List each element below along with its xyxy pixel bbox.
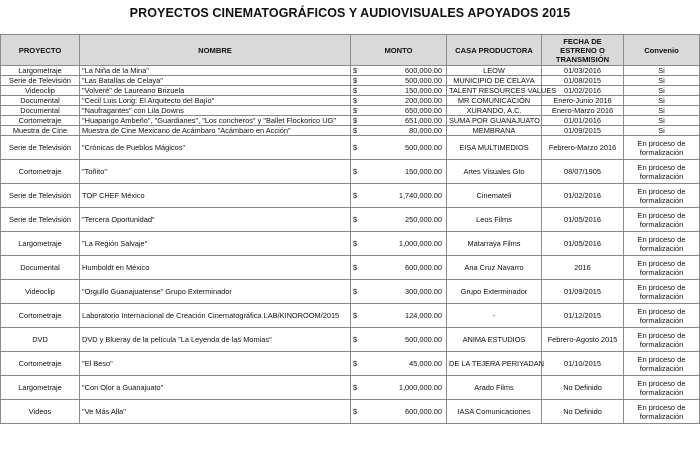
cell-currency: $ <box>351 232 363 256</box>
cell-proyecto: Videos <box>1 400 80 424</box>
cell-casa-productora: MEMBRANA <box>447 126 542 136</box>
cell-proyecto: Muestra de Cine <box>1 126 80 136</box>
cell-currency: $ <box>351 76 363 86</box>
cell-currency: $ <box>351 66 363 76</box>
cell-monto: 500,000.00 <box>363 76 447 86</box>
cell-fecha: 01/03/2016 <box>542 66 624 76</box>
cell-fecha: 01/12/2015 <box>542 304 624 328</box>
cell-nombre: "La Región Salvaje" <box>80 232 351 256</box>
table-row <box>1 136 700 160</box>
cell-convenio: En proceso de formalización <box>624 328 700 352</box>
cell-fecha: 2016 <box>542 256 624 280</box>
cell-currency: $ <box>351 184 363 208</box>
cell-casa-productora: SUMA POR GUANAJUATO <box>447 116 542 126</box>
cell-proyecto: Cortometraje <box>1 116 80 126</box>
cell-nombre: "El Beso" <box>80 352 351 376</box>
cell-convenio: En proceso de formalización <box>624 400 700 424</box>
cell-monto: 1,000,000.00 <box>363 232 447 256</box>
cell-currency: $ <box>351 328 363 352</box>
cell-fecha: 01/08/2015 <box>542 76 624 86</box>
header-nombre: NOMBRE <box>80 35 351 66</box>
cell-casa-productora: Artes Visuales Gto <box>447 160 542 184</box>
cell-convenio: En proceso de formalización <box>624 232 700 256</box>
cell-proyecto: Videoclip <box>1 86 80 96</box>
cell-convenio: Si <box>624 76 700 86</box>
table-row <box>1 160 700 184</box>
cell-currency: $ <box>351 304 363 328</box>
cell-proyecto: Largometraje <box>1 232 80 256</box>
cell-fecha: Enero-Marzo 2016 <box>542 106 624 116</box>
cell-proyecto: Cortometraje <box>1 160 80 184</box>
table-row <box>1 328 700 352</box>
cell-fecha: 01/05/2016 <box>542 232 624 256</box>
cell-monto: 200,000.00 <box>363 96 447 106</box>
cell-casa-productora: LEOW <box>447 66 542 76</box>
cell-casa-productora: DE LA TEJERA PERIYADAN <box>447 352 542 376</box>
cell-nombre: "Toñito" <box>80 160 351 184</box>
cell-currency: $ <box>351 376 363 400</box>
cell-proyecto: DVD <box>1 328 80 352</box>
table-row <box>1 184 700 208</box>
cell-casa-productora: Grupo Exterminador <box>447 280 542 304</box>
cell-currency: $ <box>351 86 363 96</box>
cell-nombre: "Tercera Oportunidad" <box>80 208 351 232</box>
cell-casa-productora: IASA Comunicaciones <box>447 400 542 424</box>
cell-casa-productora: XURANDO, A.C. <box>447 106 542 116</box>
table-row <box>1 352 700 376</box>
cell-nombre: "La Niña de la Mina" <box>80 66 351 76</box>
cell-monto: 1,000,000.00 <box>363 376 447 400</box>
cell-fecha: 01/05/2016 <box>542 208 624 232</box>
cell-casa-productora: MR COMUNICACIÓN <box>447 96 542 106</box>
cell-fecha: 01/09/2015 <box>542 280 624 304</box>
cell-monto: 80,000.00 <box>363 126 447 136</box>
cell-casa-productora: ANIMA ESTUDIOS <box>447 328 542 352</box>
cell-casa-productora: Matarraya Films <box>447 232 542 256</box>
cell-fecha: Febrero-Marzo 2016 <box>542 136 624 160</box>
cell-proyecto: Serie de Televisión <box>1 136 80 160</box>
table-row <box>1 96 700 106</box>
cell-proyecto: Largometraje <box>1 376 80 400</box>
cell-currency: $ <box>351 208 363 232</box>
cell-monto: 651,000.00 <box>363 116 447 126</box>
cell-nombre: Laboratorio Internacional de Creación Cinematográfica LAB/KINOROOM/2015 <box>80 304 351 328</box>
cell-monto: 250,000.00 <box>363 208 447 232</box>
cell-fecha: 01/01/2016 <box>542 116 624 126</box>
cell-nombre: Muestra de Cine Mexicano de Acámbaro "Acámbaro en Acción" <box>80 126 351 136</box>
cell-convenio: En proceso de formalización <box>624 256 700 280</box>
cell-proyecto: Cortometraje <box>1 304 80 328</box>
table-row <box>1 376 700 400</box>
cell-convenio: En proceso de formalización <box>624 304 700 328</box>
cell-nombre: "Las Batallas de Celaya" <box>80 76 351 86</box>
header-casa-productora: CASA PRODUCTORA <box>447 35 542 66</box>
cell-monto: 650,000.00 <box>363 106 447 116</box>
table-row <box>1 86 700 96</box>
cell-fecha: 01/02/2016 <box>542 86 624 96</box>
cell-proyecto: Documental <box>1 256 80 280</box>
cell-nombre: DVD y Blueray de la película "La Leyenda de las Momias" <box>80 328 351 352</box>
cell-monto: 124,000.00 <box>363 304 447 328</box>
table-body <box>1 66 700 424</box>
cell-convenio: Si <box>624 96 700 106</box>
table-row <box>1 106 700 116</box>
header-proyecto: PROYECTO <box>1 35 80 66</box>
table-row <box>1 256 700 280</box>
cell-proyecto: Serie de Televisión <box>1 208 80 232</box>
cell-proyecto: Serie de Televisión <box>1 76 80 86</box>
projects-table <box>0 34 700 424</box>
table-row <box>1 208 700 232</box>
cell-proyecto: Documental <box>1 96 80 106</box>
cell-monto: 1,740,000.00 <box>363 184 447 208</box>
cell-convenio: En proceso de formalización <box>624 208 700 232</box>
cell-nombre: "Ve Más Alla" <box>80 400 351 424</box>
cell-casa-productora: Leos Films <box>447 208 542 232</box>
table-row <box>1 66 700 76</box>
cell-monto: 150,000.00 <box>363 160 447 184</box>
cell-nombre: "Huapango Ambeño", "Guardianes", "Los concheros" y "Ballet Flockorico UG" <box>80 116 351 126</box>
cell-currency: $ <box>351 126 363 136</box>
header-monto: MONTO <box>351 35 447 66</box>
cell-convenio: Si <box>624 126 700 136</box>
cell-fecha: 01/09/2015 <box>542 126 624 136</box>
cell-nombre: TOP CHEF México <box>80 184 351 208</box>
cell-monto: 300,000.00 <box>363 280 447 304</box>
cell-fecha: 08/07/1905 <box>542 160 624 184</box>
cell-convenio: En proceso de formalización <box>624 376 700 400</box>
cell-nombre: "Cecil Luis Long: El Arquitecto del Bajío" <box>80 96 351 106</box>
cell-monto: 45,000.00 <box>363 352 447 376</box>
cell-nombre: "Con Olor a Guanajuato" <box>80 376 351 400</box>
cell-monto: 500,000.00 <box>363 328 447 352</box>
cell-fecha: Enero-Junio 2016 <box>542 96 624 106</box>
cell-nombre: "Orgullo Guanajuatense" Grupo Exterminador <box>80 280 351 304</box>
cell-convenio: En proceso de formalización <box>624 352 700 376</box>
page-title: PROYECTOS CINEMATOGRÁFICOS Y AUDIOVISUALES APOYADOS 2015 <box>129 6 571 20</box>
table-header-row <box>1 35 700 66</box>
cell-casa-productora: - <box>447 304 542 328</box>
cell-monto: 600,000.00 <box>363 400 447 424</box>
cell-currency: $ <box>351 136 363 160</box>
cell-fecha: 01/10/2015 <box>542 352 624 376</box>
cell-currency: $ <box>351 400 363 424</box>
cell-proyecto: Cortometraje <box>1 352 80 376</box>
cell-currency: $ <box>351 96 363 106</box>
cell-proyecto: Serie de Televisión <box>1 184 80 208</box>
table-row <box>1 400 700 424</box>
cell-currency: $ <box>351 352 363 376</box>
cell-monto: 600,000.00 <box>363 66 447 76</box>
cell-monto: 600,000.00 <box>363 256 447 280</box>
cell-currency: $ <box>351 116 363 126</box>
cell-convenio: En proceso de formalización <box>624 184 700 208</box>
cell-nombre: "Crónicas de Pueblos Mágicos" <box>80 136 351 160</box>
cell-fecha: Febrero-Agosto 2015 <box>542 328 624 352</box>
cell-casa-productora: EISA MULTIMEDIOS <box>447 136 542 160</box>
cell-convenio: Si <box>624 116 700 126</box>
cell-convenio: Si <box>624 66 700 76</box>
cell-currency: $ <box>351 160 363 184</box>
header-fecha-estreno: FECHA DE ESTRENO O TRANSMISIÓN <box>542 35 624 66</box>
cell-convenio: En proceso de formalización <box>624 280 700 304</box>
table-row <box>1 304 700 328</box>
cell-proyecto: Documental <box>1 106 80 116</box>
table-row <box>1 76 700 86</box>
cell-nombre: "Naufragantes" con Lila Downs <box>80 106 351 116</box>
cell-convenio: Si <box>624 106 700 116</box>
cell-monto: 150,000.00 <box>363 86 447 96</box>
cell-casa-productora: Cinemateli <box>447 184 542 208</box>
cell-nombre: Humboldt en México <box>80 256 351 280</box>
cell-casa-productora: TALENT RESOURCES VALUES <box>447 86 542 96</box>
cell-convenio: En proceso de formalización <box>624 160 700 184</box>
table-row <box>1 232 700 256</box>
cell-convenio: Si <box>624 86 700 96</box>
table-row <box>1 280 700 304</box>
table-row <box>1 116 700 126</box>
cell-currency: $ <box>351 280 363 304</box>
cell-casa-productora: Ana Cruz Navarro <box>447 256 542 280</box>
cell-convenio: En proceso de formalización <box>624 136 700 160</box>
cell-casa-productora: MUNICIPIO DE CELAYA <box>447 76 542 86</box>
cell-proyecto: Videoclip <box>1 280 80 304</box>
header-convenio: Convenio <box>624 35 700 66</box>
cell-currency: $ <box>351 106 363 116</box>
cell-proyecto: Largometraje <box>1 66 80 76</box>
cell-fecha: 01/02/2016 <box>542 184 624 208</box>
cell-currency: $ <box>351 256 363 280</box>
cell-fecha: No Definido <box>542 400 624 424</box>
cell-monto: 500,000.00 <box>363 136 447 160</box>
table-row <box>1 126 700 136</box>
cell-fecha: No Definido <box>542 376 624 400</box>
cell-casa-productora: Arado Films <box>447 376 542 400</box>
cell-nombre: "Volveré" de Laureano Brizuela <box>80 86 351 96</box>
